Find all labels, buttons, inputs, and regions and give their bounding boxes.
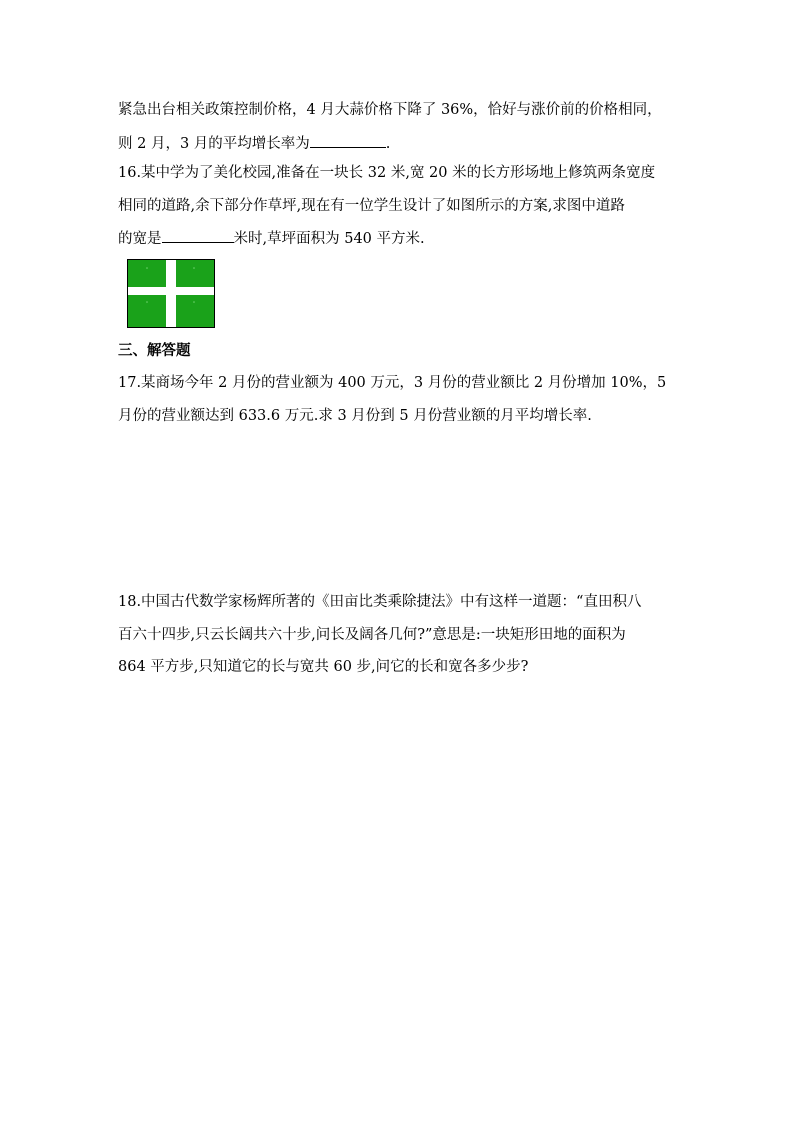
q18-line-3: 864 平方步,只知道它的长与宽共 60 步,问它的长和宽各多少步? — [118, 659, 529, 675]
q16-line-3 — [118, 228, 425, 249]
q17-line-2: 月份的营业额达到 633.6 万元.求 3 月份到 5 月份营业额的月平均增长率. — [118, 408, 592, 424]
grass-mark — [193, 267, 195, 269]
q16-line-1: 16.某中学为了美化校园,准备在一块长 32 米,宽 20 米的长方形场地上修筑两条宽度 — [118, 165, 656, 181]
q17-line-1: 17.某商场今年 2 月份的营业额为 400 万元，3 月份的营业额比 2 月份增加 10%，5 — [118, 375, 667, 391]
q18-line-2: 百六十四步,只云长阔共六十步,问长及阔各几何?”意思是:一块矩形田地的面积为 — [118, 627, 626, 643]
q15-line-1: 紧急出台相关政策控制价格，4 月大蒜价格下降了 36%，恰好与涨价前的价格相同， — [118, 102, 662, 118]
grass-mark — [193, 301, 195, 303]
grass-mark — [146, 267, 148, 269]
q15-line-2-suffix: . — [385, 136, 391, 152]
q16-line-3-prefix: 的宽是 — [118, 231, 162, 247]
horizontal-road — [128, 287, 214, 295]
section-3-title: 三、解答题 — [118, 343, 191, 359]
q16-line-2: 相同的道路,余下部分作草坪,现在有一位学生设计了如图所示的方案,求图中道路 — [118, 198, 625, 214]
lawn-road-figure — [127, 259, 215, 328]
q15-line-2 — [118, 133, 390, 154]
q15-answer-blank — [310, 133, 386, 148]
grass-mark — [146, 301, 148, 303]
q16-answer-blank — [162, 228, 234, 243]
q18-line-1: 18.中国古代数学家杨辉所著的《田亩比类乘除捷法》中有这样一道题：“直田积八 — [118, 594, 642, 610]
q15-line-2-prefix: 则 2 月，3 月的平均增长率为 — [118, 136, 310, 152]
q16-line-3-suffix: 米时,草坪面积为 540 平方米. — [233, 231, 425, 247]
